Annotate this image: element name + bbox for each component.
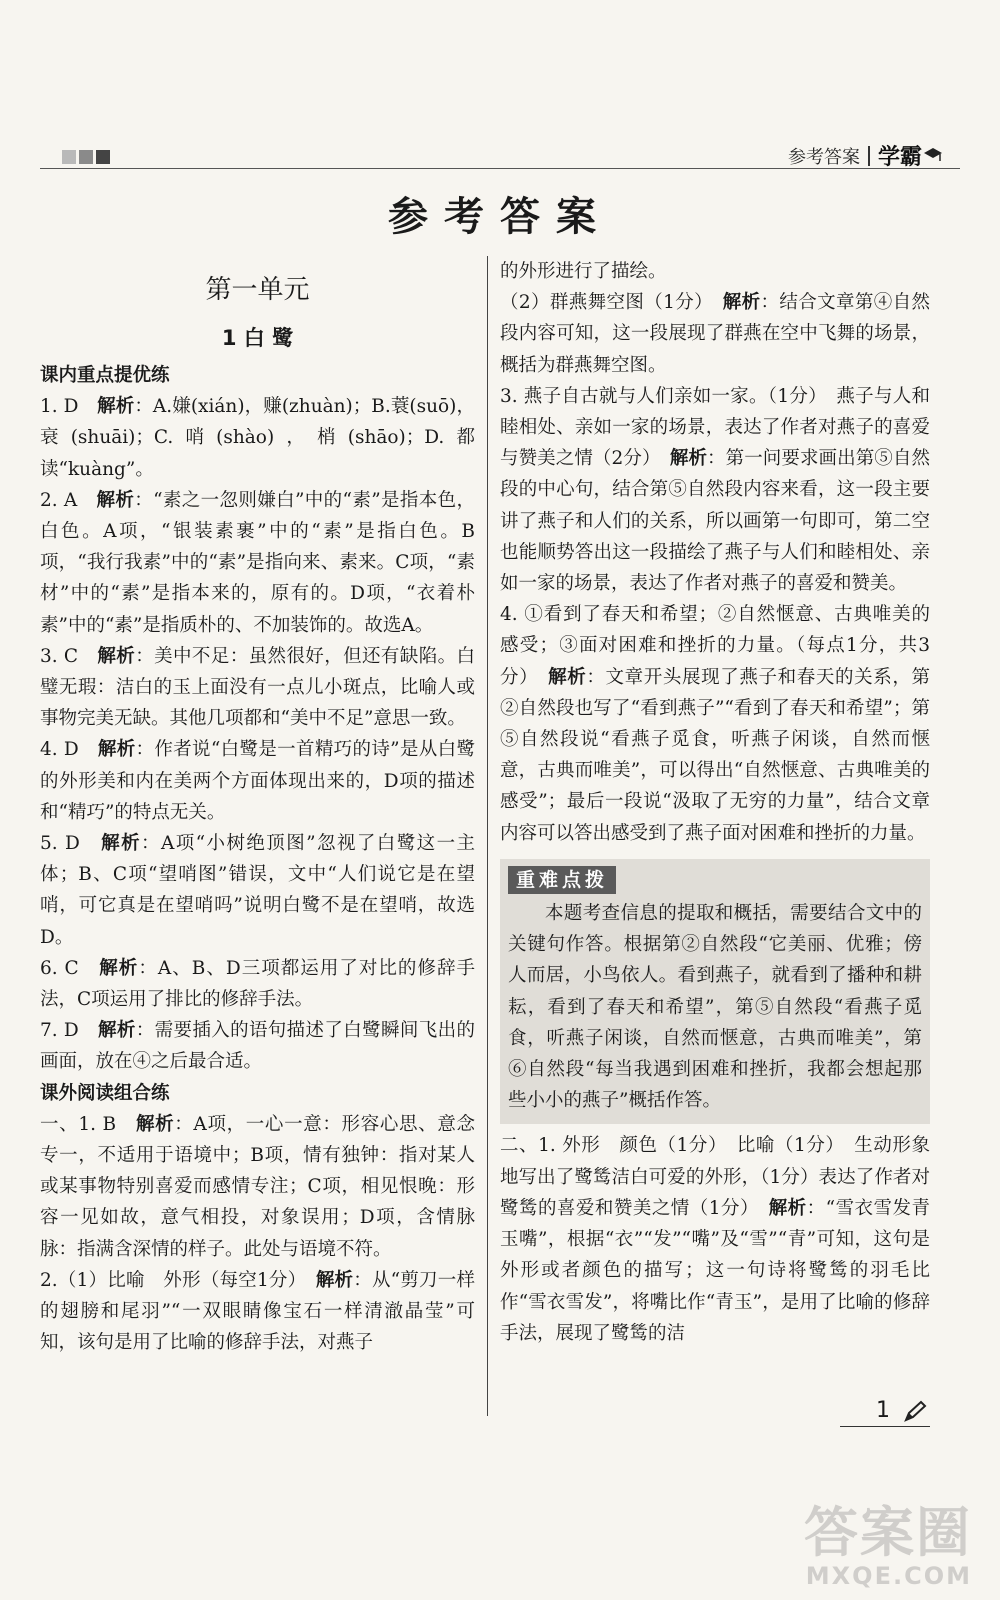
watermark-title: 答案圈 bbox=[804, 1501, 972, 1564]
column-divider bbox=[487, 256, 488, 1416]
answer-item: 4. ①看到了春天和希望；②自然惬意、古典唯美的感受；③面对困难和挫折的力量。（每点1分，共3分） 解析：文章开头展现了燕子和春天的关系，第②自然段也写了“看到燕子”“看到了春天和希望”；第⑤自然段说“看燕子觅食，听燕子闲谈，自然而惬意，古典而唯美”，可以得出“自然惬意、古典唯美的感受”；最后一段说“汲取了无穷的力量”，结合文章内容可以答出感受到了燕子面对困难和挫折的力量。 bbox=[500, 604, 930, 844]
answer-item: 5. D 解析：A项“小树绝顶图”忽视了白鹭这一主体；B、C项“望哨图”错误，文中“人们说它是在望哨，可它真是在望哨吗”说明白鹭不是在望哨，故选D。 bbox=[40, 833, 475, 948]
answer-item: 2.（1）比喻 外形（每空1分） 解析：从“剪刀一样的翅膀和尾羽”“一双眼睛像宝石一样清澈晶莹”可知，该句是用了比喻的修辞手法，对燕子 bbox=[40, 1269, 475, 1354]
tip-box-title: 重难点拨 bbox=[508, 866, 616, 894]
header-rule bbox=[40, 168, 960, 169]
answer-item: 一、1. B 解析：A项，一心一意：形容心思、意念专一，不适用于语境中；B项，情有独钟：指对某人或某事物特别喜爱而感情专注；C项，相见恨晚：形容一见如故，意气相投，对象误用；D项，含情脉脉：指满含深情的样子。此处与语境不符。 bbox=[40, 1113, 475, 1260]
right-column bbox=[500, 256, 930, 1349]
answer-item: 7. D 解析：需要插入的语句描述了白鹭瞬间飞出的画面，放在④之后最合适。 bbox=[40, 1020, 475, 1073]
watermark-url: MXQE.COM bbox=[805, 1562, 972, 1590]
answer-continuation: 的外形进行了描绘。 bbox=[500, 261, 667, 282]
section-heading: 课内重点提优练 bbox=[40, 365, 170, 386]
tip-box-text: 本题考查信息的提取和概括，需要结合文中的关键句作答。根据第②自然段“它美丽、优雅；傍人而居，小鸟依人。看到燕子，就看到了播种和耕耘，看到了春天和希望”，第⑤自然段“看燕子觅食，听燕子闲谈，自然而惬意，古典而唯美”，第⑥自然段“每当我遇到困难和挫折，我都会想起那些小小的燕子”概括作答。 bbox=[508, 903, 922, 1112]
header-square bbox=[96, 150, 110, 164]
header-section-label: 参考答案 bbox=[787, 146, 860, 168]
brand-logo bbox=[878, 140, 944, 171]
answer-item: 二、1. 外形 颜色（1分） 比喻（1分） 生动形象地写出了鹭鸶洁白可爱的外形，（1分）表达了作者对鹭鸶的喜爱和赞美之情（1分） 解析：“雪衣雪发青玉嘴”，根据“衣”“发”“嘴”及“雪”“青”可知，这句是外形或者颜色的描写；这一句诗将鹭鸶的羽毛比作“雪衣雪发”，将嘴比作“青玉”，是用了比喻的修辞手法，展现了鹭鸶的洁 bbox=[500, 1135, 930, 1344]
lesson-heading: 1 白 鹭 bbox=[221, 326, 294, 350]
header-decoration bbox=[62, 150, 110, 164]
tip-box bbox=[500, 859, 930, 1125]
answer-item: 4. D 解析：作者说“白鹭是一首精巧的诗”是从白鹭的外形美和内在美两个方面体现出来的，D项的描述和“精巧”的特点无关。 bbox=[40, 739, 475, 823]
page-title: 参考答案 bbox=[388, 194, 612, 240]
brand-name: 学霸 bbox=[877, 145, 922, 170]
header-square bbox=[62, 150, 76, 164]
section-heading: 课外阅读组合练 bbox=[40, 1082, 170, 1104]
page-number: 1 bbox=[876, 1398, 890, 1423]
graduation-cap-icon bbox=[922, 145, 944, 167]
running-header bbox=[788, 140, 944, 171]
answer-item: （2）群燕舞空图（1分） 解析：结合文章第④自然段内容可知，这一段展现了群燕在空中飞舞的场景，概括为群燕舞空图。 bbox=[500, 292, 930, 376]
unit-heading: 第一单元 bbox=[205, 275, 310, 305]
watermark bbox=[804, 1501, 972, 1590]
answer-item: 3. 燕子自古就与人们亲如一家。（1分） 燕子与人和睦相处、亲如一家的场景，表达了作者对燕子的喜爱与赞美之情（2分） 解析：第一问要求画出第⑤自然段的中心句，结合第⑤自然段内容来看，这一段主要讲了燕子和人们的关系，所以画第一句即可，第二空也能顺势答出这一段描绘了燕子与人们和睦相处、亲如一家的场景，表达了作者对燕子的喜爱和赞美。 bbox=[500, 385, 930, 595]
answer-item: 1. D 解析：A.嫌(xián)，赚(zhuàn)；B.蓑(suō)，衰(shuāi)；C.哨(shào)，梢(shāo)；D.都读“kuàng”。 bbox=[40, 396, 475, 480]
pencil-icon bbox=[902, 1400, 928, 1424]
header-separator bbox=[868, 146, 870, 166]
answer-item: 3. C 解析：美中不足：虽然很好，但还有缺陷。白璧无瑕：洁白的玉上面没有一点儿小斑点，比喻人或事物完美无缺。其他几项都和“美中不足”意思一致。 bbox=[40, 645, 475, 730]
footer-rule bbox=[840, 1426, 930, 1427]
header-square bbox=[79, 150, 93, 164]
left-column bbox=[40, 256, 475, 1359]
answer-item: 2. A 解析：“素之一忽则嫌白”中的“素”是指本色，白色。A项，“银装素裹”中的“素”是指白色。B项，“我行我素”中的“素”是指向来、素来。C项，“素材”中的“素”是指本来的，原有的。D项，“衣着朴素”中的“素”是指质朴的、不加装饰的。故选A。 bbox=[40, 489, 475, 636]
answer-item: 6. C 解析：A、B、D三项都运用了对比的修辞手法，C项运用了排比的修辞手法。 bbox=[40, 957, 475, 1011]
